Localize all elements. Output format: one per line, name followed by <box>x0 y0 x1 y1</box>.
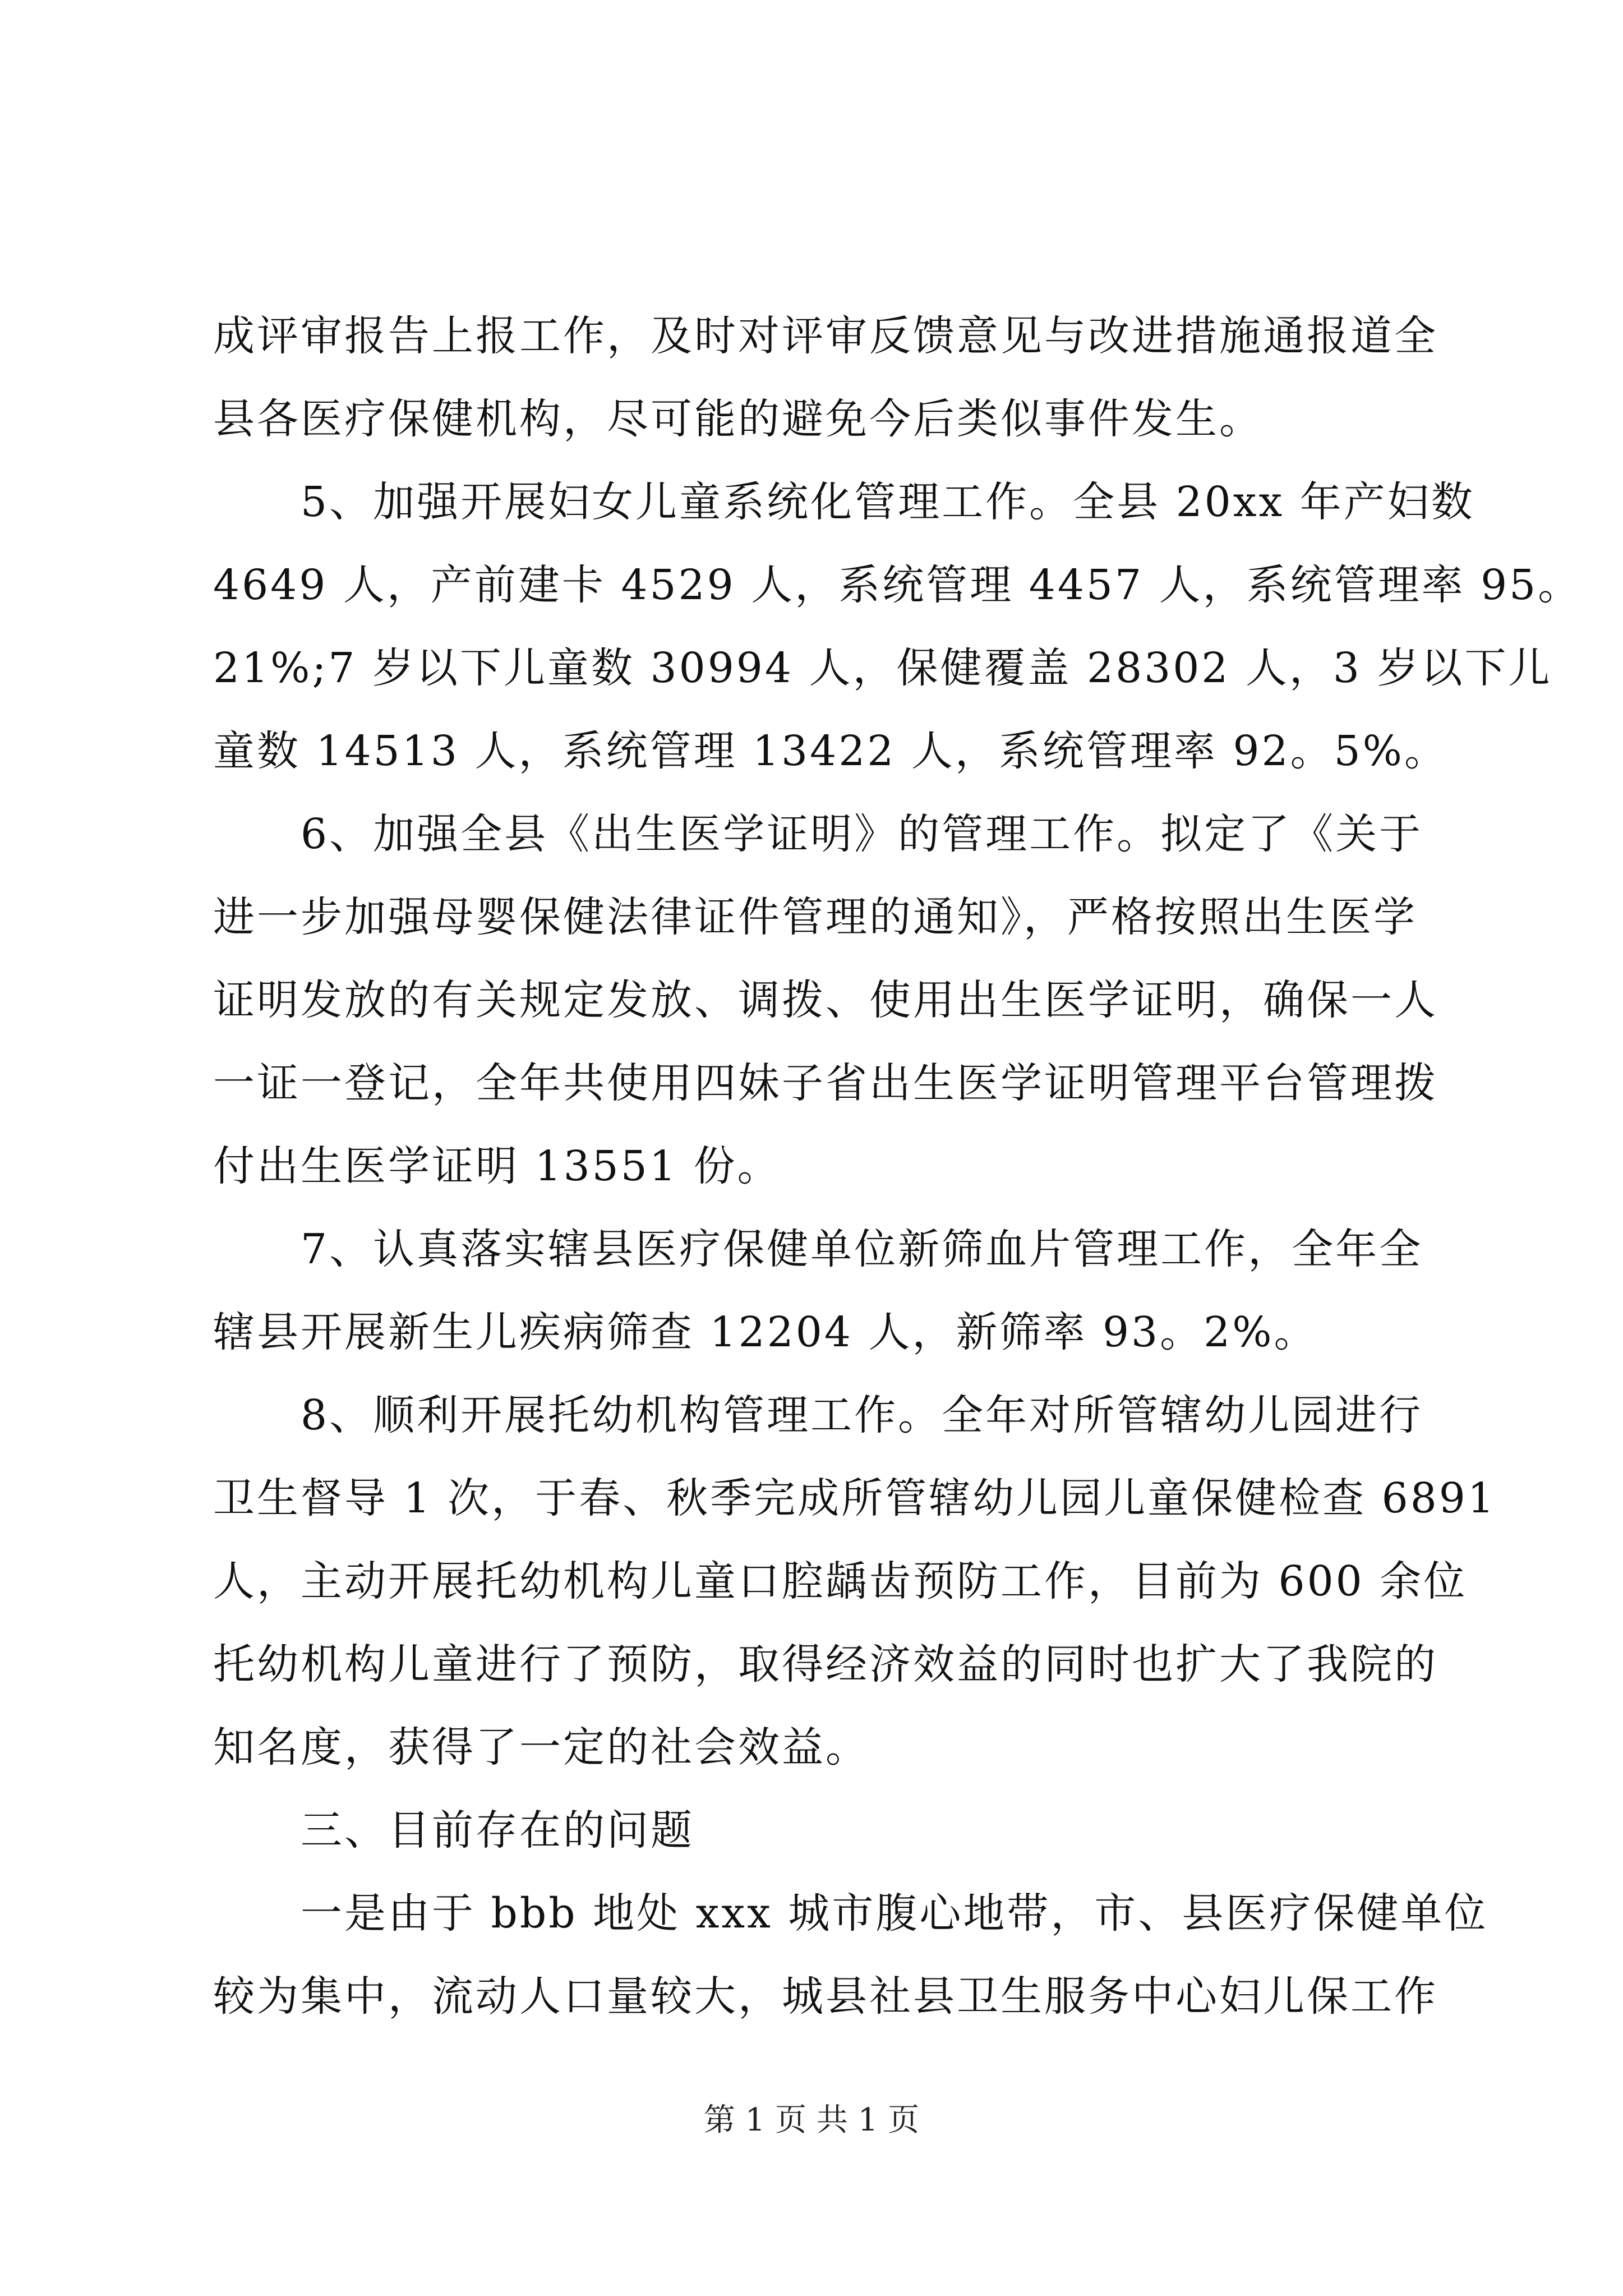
text-line: 童数 14513 人，系统管理 13422 人，系统管理率 92。5%。 <box>213 727 1448 775</box>
text-line: 县各医疗保健机构，尽可能的避免今后类似事件发生。 <box>213 395 1263 443</box>
text-line: 一是由于 bbb 地处 xxx 城市腹心地带，市、县医疗保健单位 <box>213 1889 1488 1938</box>
text-line: 21%;7 岁以下儿童数 30994 人，保健覆盖 28302 人，3 岁以下儿 <box>213 644 1552 692</box>
text-line: 8、顺利开展托幼机构管理工作。全年对所管辖幼儿园进行 <box>213 1391 1423 1439</box>
text-line: 人，主动开展托幼机构儿童口腔龋齿预防工作，目前为 600 余位 <box>213 1557 1468 1605</box>
text-line: 成评审报告上报工作，及时对评审反馈意见与改进措施通报道全 <box>213 312 1438 360</box>
text-line: 卫生督导 1 次，于春、秋季完成所管辖幼儿园儿童保健检查 6891 <box>213 1474 1496 1522</box>
text-line: 较为集中，流动人口量较大，城县社县卫生服务中心妇儿保工作 <box>213 1972 1438 2021</box>
body-text <box>213 295 1582 2038</box>
page-footer: 第 1 页 共 1 页 <box>703 2102 920 2138</box>
text-line: 辖县开展新生儿疾病筛查 12204 人，新筛率 93。2%。 <box>213 1308 1318 1356</box>
text-line: 7、认真落实辖县医疗保健单位新筛血片管理工作，全年全 <box>213 1225 1423 1273</box>
text-line: 知名度，获得了一定的社会效益。 <box>213 1723 869 1772</box>
text-line: 进一步加强母婴保健法律证件管理的通知》，严格按照出生医学 <box>213 893 1417 941</box>
text-line: 6、加强全县《出生医学证明》的管理工作。拟定了《关于 <box>213 810 1423 858</box>
text-line: 5、加强开展妇女儿童系统化管理工作。全县 20xx 年产妇数 <box>213 478 1475 526</box>
text-line: 付出生医学证明 13551 份。 <box>213 1142 781 1190</box>
text-line: 4649 人，产前建卡 4529 人，系统管理 4457 人，系统管理率 95。 <box>213 561 1582 609</box>
text-line: 证明发放的有关规定发放、调拨、使用出生医学证明，确保一人 <box>213 976 1438 1024</box>
section-heading: 三、目前存在的问题 <box>213 1806 694 1855</box>
text-line: 一证一登记，全年共使用四妹子省出生医学证明管理平台管理拨 <box>213 1059 1438 1107</box>
text-line: 托幼机构儿童进行了预防，取得经济效益的同时也扩大了我院的 <box>213 1640 1438 1688</box>
